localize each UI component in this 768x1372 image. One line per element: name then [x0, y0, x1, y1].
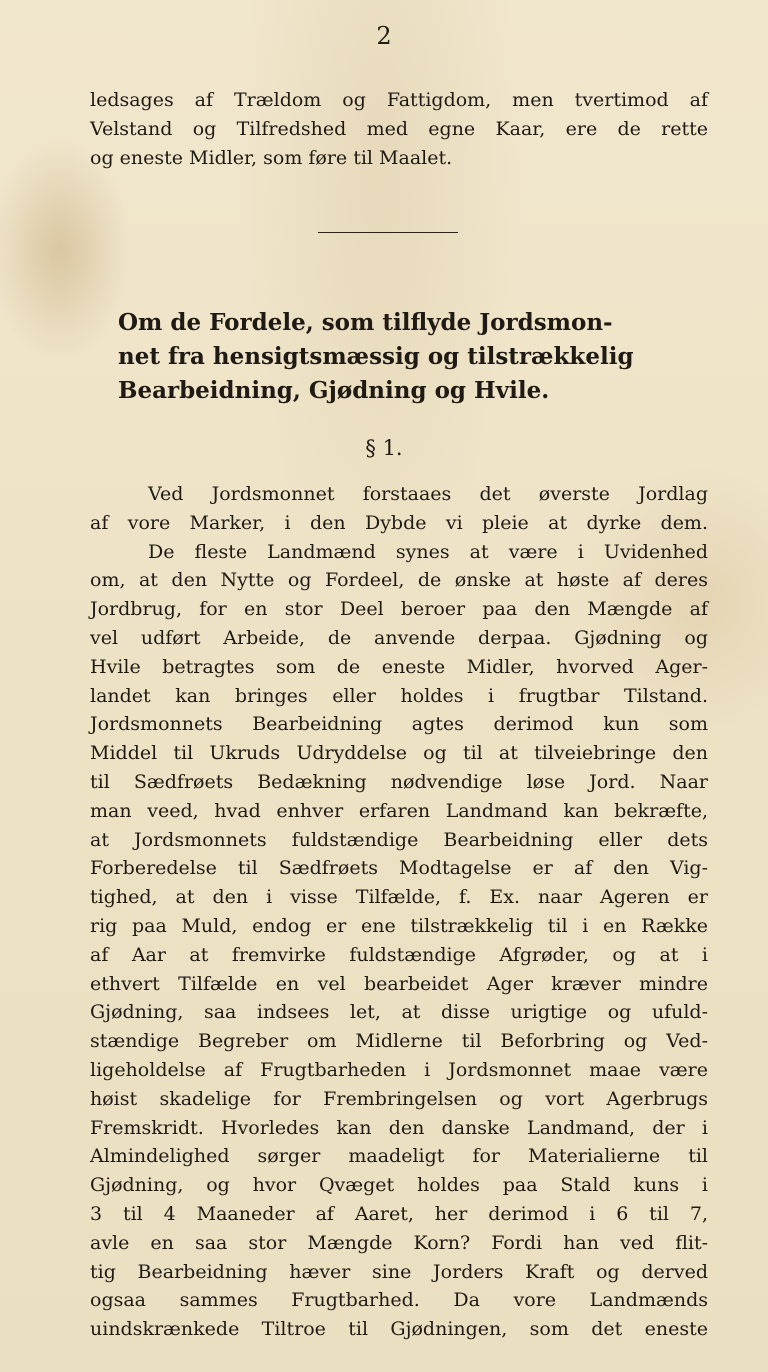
text-line: Gjødning, saa indsees let, at disse urigtige og ufuld- — [90, 1001, 708, 1024]
page-number: 2 — [376, 22, 392, 50]
section-divider — [318, 232, 458, 233]
text-line: af vore Marker, i den Dybde vi pleie at dyrke dem. — [90, 511, 708, 534]
text-line: landet kan bringes eller holdes i frugtbar Tilstand. — [90, 684, 708, 707]
chapter-heading — [118, 306, 710, 408]
text-line: ethvert Tilfælde en vel bearbeidet Ager kræver mindre — [90, 972, 708, 995]
text-line: Jordbrug, for en stor Deel beroer paa den Mængde af — [90, 598, 708, 621]
text-line: Gjødning, og hvor Qvæget holdes paa Stald kuns i — [90, 1174, 708, 1197]
text-line: om, at den Nytte og Fordeel, de ønske at høste af deres — [90, 569, 708, 592]
text-line: man veed, hvad enhver erfaren Landmand kan bekræfte, — [90, 799, 708, 822]
text-line: uindskrænkede Tiltroe til Gjødningen, som det eneste — [90, 1318, 708, 1341]
text-line: tighed, at den i visse Tilfælde, f. Ex. naar Ageren er — [90, 886, 708, 909]
text-line: Velstand og Tilfredshed med egne Kaar, ere de rette — [90, 117, 708, 140]
text-line: Middel til Ukruds Udryddelse og til at tilveiebringe den — [90, 742, 708, 765]
text-line: Hvile betragtes som de eneste Midler, hvorved Ager- — [90, 655, 708, 678]
text-line: tig Bearbeidning hæver sine Jorders Kraft og derved — [90, 1260, 708, 1283]
text-line: Almindelighed sørger maadeligt for Materialierne til — [90, 1145, 708, 1168]
text-line: til Sædfrøets Bedækning nødvendige løse Jord. Naar — [90, 770, 708, 793]
heading-line: Om de Fordele, som tilflyde Jordsmon- — [118, 309, 613, 336]
text-line: ogsaa sammes Frugtbarhed. Da vore Landmænds — [90, 1289, 708, 1312]
text-line: høist skadelige for Frembringelsen og vort Agerbrugs — [90, 1087, 708, 1110]
text-line: De fleste Landmænd synes at være i Uvidenhed — [148, 540, 708, 563]
text-line: Jordsmonnets Bearbeidning agtes derimod kun som — [90, 713, 708, 736]
body-paragraph — [90, 480, 708, 1344]
text-line: og eneste Midler, som føre til Maalet. — [90, 146, 453, 169]
text-line: Ved Jordsmonnet forstaaes det øverste Jordlag — [148, 483, 708, 505]
text-line: 3 til 4 Maaneder af Aaret, her derimod i 6 til 7, — [90, 1202, 708, 1225]
heading-line: Bearbeidning, Gjødning og Hvile. — [118, 377, 550, 404]
text-line: ligeholdelse af Frugtbarheden i Jordsmonnet maae være — [90, 1058, 708, 1081]
intro-paragraph — [90, 86, 708, 172]
text-line: Fremskridt. Hvorledes kan den danske Landmand, der i — [90, 1116, 708, 1139]
heading-line: net fra hensigtsmæssig og tilstrækkelig — [118, 343, 634, 370]
text-line: avle en saa stor Mængde Korn? Fordi han ved flit- — [90, 1231, 708, 1254]
text-line: rig paa Muld, endog er ene tilstrækkelig til i en Række — [90, 914, 708, 937]
text-line: Forberedelse til Sædfrøets Modtagelse er af den Vig- — [90, 857, 708, 880]
text-line: at Jordsmonnets fuldstændige Bearbeidning eller dets — [90, 828, 708, 851]
text-line: af Aar at fremvirke fuldstændige Afgrøder, og at i — [90, 943, 708, 966]
text-line: vel udført Arbeide, de anvende derpaa. Gjødning og — [90, 626, 708, 649]
text-line: stændige Begreber om Midlerne til Beforbring og Ved- — [90, 1030, 708, 1053]
section-number: § 1. — [365, 436, 403, 460]
text-line: ledsages af Trældom og Fattigdom, men tvertimod af — [90, 89, 708, 111]
